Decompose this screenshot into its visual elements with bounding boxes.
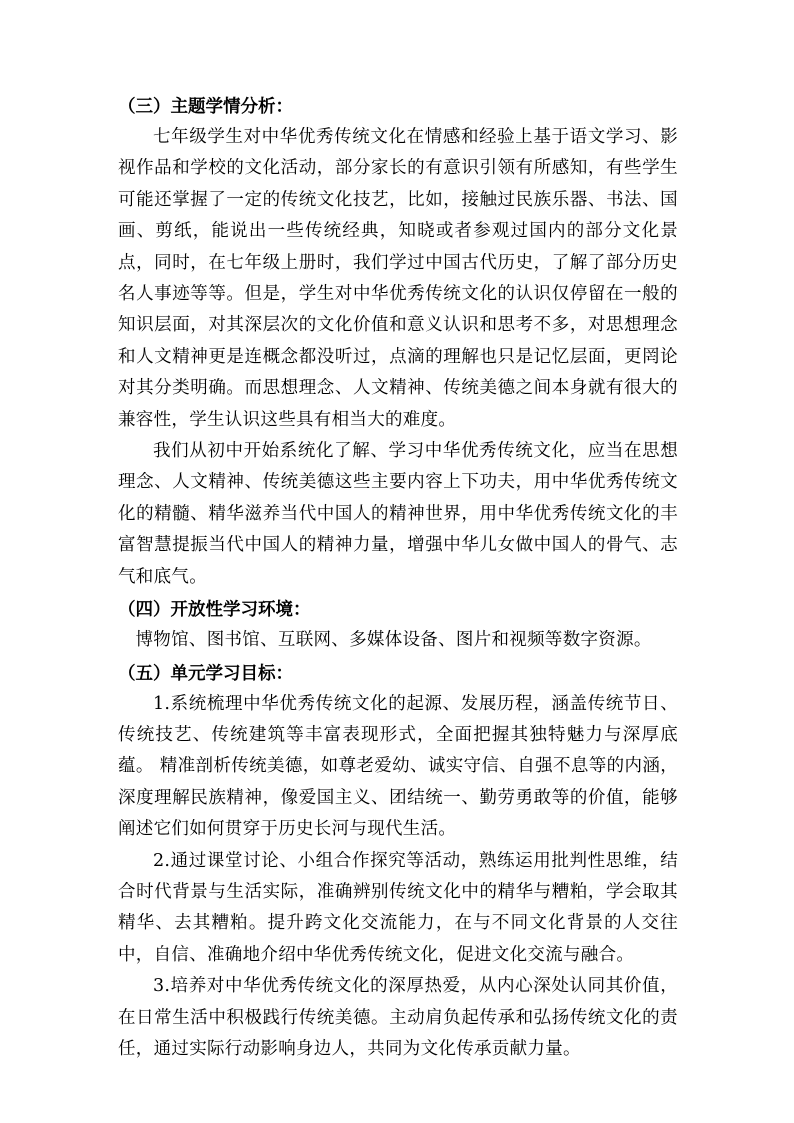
objective-item-3: 3.培养对中华优秀传统文化的深厚热爱，从内心深处认同其价值，在日常生活中积极践行传统美德。主动肩负起传承和弘扬传统文化的责任，通过实际行动影响身边人，共同为文化传承贡献力量。 <box>118 976 678 1059</box>
section-heading-unit-objectives: （五）单元学习目标： <box>118 663 293 684</box>
objective-item-1: 1.系统梳理中华优秀传统文化的起源、发展历程，涵盖传统节日、传统技艺、传统建筑等丰富表现形式，全面把握其独特魅力与深厚底蕴。 精准剖析传统美德，如尊老爱幼、诚实守信、自强不息等的内涵，深度理解民族精神，像爱国主义、团结统一、勤劳勇敢等的价值，能够阐述它们如何贯穿于历史长河与现代生活。 <box>118 693 678 840</box>
objective-item-2: 2.通过课堂讨论、小组合作探究等活动，熟练运用批判性思维，结合时代背景与生活实际，准确辨别传统文化中的精华与糟粕，学会取其精华、去其糟粕。提升跨文化交流能力，在与不同文化背景的人交往中，自信、准确地介绍中华优秀传统文化，促进文化交流与融合。 <box>118 850 678 965</box>
section-heading-learning-analysis: （三）主题学情分析： <box>118 97 293 117</box>
paragraph-learning-analysis-2: 我们从初中开始系统化了解、学习中华优秀传统文化，应当在思想理念、人文精神、传统美德这些主要内容上下功夫，用中华优秀传统文化的精髓、精华滋养当代中国人的精神世界，用中华优秀传统文化的丰富智慧提振当代中国人的精神力量，增强中华儿女做中国人的骨气、志气和底气。 <box>118 441 678 587</box>
section-heading-learning-environment: （四）开放性学习环境： <box>118 600 311 621</box>
document-body <box>118 92 678 1065</box>
paragraph-learning-environment: 博物馆、图书馆、互联网、多媒体设备、图片和视频等数字资源。 <box>135 630 652 651</box>
paragraph-learning-analysis-1: 七年级学生对中华优秀传统文化在情感和经验上基于语文学习、影视作品和学校的文化活动，部分家长的有意识引领有所感知，有些学生可能还掌握了一定的传统文化技艺，比如，接触过民族乐器、书法、国画、剪纸，能说出一些传统经典，知晓或者参观过国内的部分文化景点，同时，在七年级上册时，我们学过中国古代历史，了解了部分历史名人事迹等等。但是，学生对中华优秀传统文化的认识仅停留在一般的知识层面，对其深层次的文化价值和意义认识和思考不多，对思想理念和人文精神更是连概念都没听过，点滴的理解也只是记忆层面，更罔论对其分类明确。而思想理念、人文精神、传统美德之间本身就有很大的兼容性，学生认识这些具有相当大的难度。 <box>118 127 678 430</box>
